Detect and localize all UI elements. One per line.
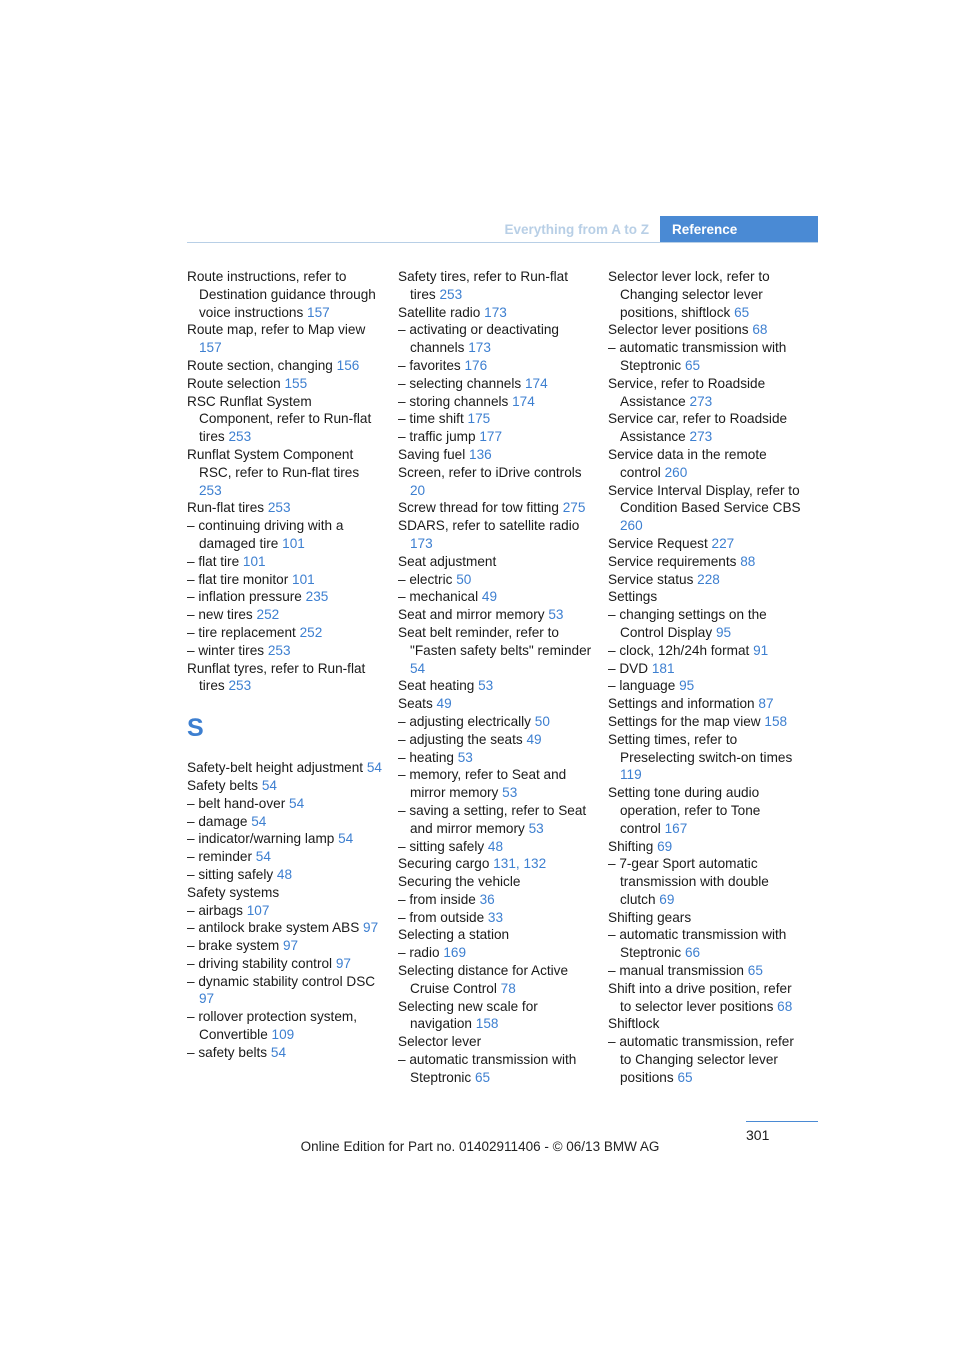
index-entry xyxy=(608,677,803,695)
entry-term: – clock, 12h/24h format xyxy=(608,642,750,658)
page-reference-link[interactable]: 97 xyxy=(199,991,215,1007)
page-reference-link[interactable]: 155 xyxy=(284,375,308,391)
entry-term: Service status xyxy=(608,571,694,587)
entry-term: Selector lever positions xyxy=(608,322,749,338)
index-entry xyxy=(398,855,593,873)
index-entry xyxy=(398,446,593,464)
page-reference-link[interactable]: 65 xyxy=(747,963,763,979)
page-reference-link[interactable]: 97 xyxy=(335,955,351,971)
entry-term: Service Interval Display, refer to Condition Based Service CBS xyxy=(608,482,801,516)
entry-term: Seats xyxy=(398,696,433,712)
index-column-2 xyxy=(398,268,593,1087)
entry-term: – favorites xyxy=(398,357,461,373)
index-entry xyxy=(398,304,593,322)
page-reference-link[interactable]: 49 xyxy=(436,696,452,712)
index-entry xyxy=(187,848,382,866)
entry-term: – from inside xyxy=(398,891,476,907)
entry-term: Seat and mirror memory xyxy=(398,607,545,623)
entry-term: Seat belt reminder, refer to "Fasten safety belts" reminder xyxy=(398,624,592,658)
index-entry xyxy=(608,588,803,606)
index-entry xyxy=(398,766,593,802)
page-reference-link[interactable]: 65 xyxy=(685,357,701,373)
entry-term: – traffic jump xyxy=(398,429,476,445)
page-reference-link[interactable]: 54 xyxy=(251,813,267,829)
entry-term: Service requirements xyxy=(608,553,737,569)
entry-term: – sitting safely xyxy=(398,838,485,854)
section-tab: Everything from A to Z xyxy=(504,221,649,237)
page-reference-link[interactable]: 275 xyxy=(562,500,586,516)
entry-term: Securing the vehicle xyxy=(398,874,521,890)
entry-term: Screw thread for tow fitting xyxy=(398,500,559,516)
index-entry xyxy=(187,919,382,937)
entry-term: Route section, changing xyxy=(187,357,333,373)
header-rule xyxy=(187,242,818,243)
entry-term: – DVD xyxy=(608,660,649,676)
entry-term: – brake system xyxy=(187,938,280,954)
index-entry xyxy=(608,535,803,553)
entry-term: Runflat tyres, refer to Run-flat tires xyxy=(187,660,366,694)
page-reference-link[interactable]: 173 xyxy=(410,535,433,551)
entry-term: Safety tires, refer to Run-flat tires xyxy=(398,269,568,302)
page-reference-link[interactable]: 158 xyxy=(475,1016,499,1032)
entry-term: – time shift xyxy=(398,411,464,427)
page-reference-link[interactable]: 91 xyxy=(753,642,769,658)
page-reference-link[interactable]: 252 xyxy=(256,607,280,623)
page-reference-link[interactable]: 156 xyxy=(336,357,360,373)
entry-term: Selecting a station xyxy=(398,927,510,943)
index-entry xyxy=(398,713,593,731)
entry-term: Selector lever xyxy=(398,1034,482,1050)
index-entry xyxy=(187,268,382,321)
page-reference-link[interactable]: 173 xyxy=(484,304,507,320)
entry-term: Shifting xyxy=(608,838,654,854)
page-reference-link[interactable]: 101 xyxy=(292,571,315,587)
entry-term: – selecting channels xyxy=(398,375,522,391)
index-entry xyxy=(187,624,382,642)
page-reference-link[interactable]: 101 xyxy=(242,553,266,569)
page-reference-link[interactable]: 87 xyxy=(758,696,774,712)
index-entry xyxy=(608,713,803,731)
index-entry xyxy=(398,464,593,500)
index-entry xyxy=(187,830,382,848)
page-reference-link[interactable]: 107 xyxy=(246,902,270,918)
page-reference-link[interactable]: 227 xyxy=(711,535,735,551)
index-entry xyxy=(398,873,593,891)
entry-term: – electric xyxy=(398,571,453,587)
index-entry xyxy=(187,660,382,696)
index-entry xyxy=(608,962,803,980)
index-entry xyxy=(187,446,382,499)
entry-term: – driving stability control xyxy=(187,955,333,971)
entry-term: Shifting gears xyxy=(608,909,692,925)
index-entry xyxy=(608,339,803,375)
page-reference-link[interactable]: 95 xyxy=(715,624,732,640)
entry-term: – reminder xyxy=(187,849,252,865)
page-reference-link[interactable]: 174 xyxy=(512,393,535,409)
index-entry xyxy=(398,1033,593,1051)
page-reference-link[interactable]: 54 xyxy=(289,795,305,811)
entry-term: SDARS, refer to satellite radio xyxy=(398,518,580,534)
page-reference-link[interactable]: 173 xyxy=(468,340,491,356)
entry-term: Route map, refer to Map view xyxy=(187,322,366,338)
entry-term: – automatic transmission, refer to Changing selector lever positions xyxy=(608,1034,794,1085)
page-reference-link[interactable]: 68 xyxy=(777,998,793,1014)
index-entry xyxy=(187,357,382,375)
index-entry xyxy=(187,937,382,955)
entry-term: Service car, refer to Roadside Assistance xyxy=(608,411,788,445)
entry-term: – automatic transmission with Steptronic xyxy=(608,340,787,373)
entry-term: Safety belts xyxy=(187,777,259,793)
page-reference-link[interactable]: 53 xyxy=(548,607,564,623)
entry-term: Satellite radio xyxy=(398,304,481,320)
entry-term: Setting times, refer to Preselecting switch-on times xyxy=(608,731,793,765)
index-entry xyxy=(187,571,382,589)
page-reference-link[interactable]: 20 xyxy=(410,482,426,498)
entry-term: – antilock brake system ABS xyxy=(187,920,360,936)
index-entry xyxy=(187,955,382,973)
page-reference-link[interactable]: 253 xyxy=(199,482,222,498)
index-entry xyxy=(608,731,803,784)
index-entry xyxy=(608,838,803,856)
index-entry xyxy=(398,998,593,1034)
index-entry xyxy=(398,375,593,393)
index-entry xyxy=(398,517,593,553)
index-entry xyxy=(608,909,803,927)
entry-term: Service, refer to Roadside Assistance xyxy=(608,375,766,409)
index-entry xyxy=(187,813,382,831)
index-entry xyxy=(398,891,593,909)
index-entry xyxy=(398,357,593,375)
entry-term: – flat tire xyxy=(187,553,240,569)
page-reference-link[interactable]: 169 xyxy=(443,945,467,961)
index-entry xyxy=(608,980,803,1016)
index-entry xyxy=(608,695,803,713)
entry-term: Setting tone during audio operation, refer to Tone control xyxy=(608,785,761,836)
entry-term: Route instructions, refer to Destination guidance through voice instructions xyxy=(187,269,376,320)
entry-term: – automatic transmission with Steptronic xyxy=(608,927,787,961)
entry-term: Selecting distance for Active Cruise Control xyxy=(398,963,569,996)
index-entry xyxy=(608,855,803,908)
page-reference-link[interactable]: 78 xyxy=(500,980,516,996)
page-reference-link[interactable]: 48 xyxy=(487,838,504,854)
entry-term: Service Request xyxy=(608,535,708,551)
entry-term: Service data in the remote control xyxy=(608,446,767,480)
index-entry xyxy=(608,446,803,482)
page-reference-link[interactable]: 50 xyxy=(456,571,472,587)
page-reference-link[interactable]: 175 xyxy=(467,411,491,427)
index-entry xyxy=(398,588,593,606)
page-reference-link[interactable]: 69 xyxy=(659,891,675,907)
index-entry xyxy=(398,962,593,998)
page-reference-link[interactable]: 101 xyxy=(282,535,305,551)
index-entry xyxy=(608,375,803,411)
index-entry xyxy=(187,499,382,517)
entry-term: – activating or deactivating channels xyxy=(398,322,559,356)
page-reference-link[interactable]: 33 xyxy=(487,909,504,925)
entry-term: RSC Runflat System Component, refer to Run-flat tires xyxy=(187,393,372,445)
page-reference-link[interactable]: 53 xyxy=(457,749,473,765)
entry-term: Runflat System Component RSC, refer to Run-flat tires xyxy=(187,446,360,480)
entry-term: – memory, refer to Seat and mirror memory xyxy=(398,767,567,801)
index-entry xyxy=(398,393,593,411)
entry-term: – storing channels xyxy=(398,393,509,409)
page-reference-link[interactable]: 228 xyxy=(697,571,720,587)
page-reference-link[interactable]: 273 xyxy=(689,429,713,445)
index-entry xyxy=(398,695,593,713)
page-reference-link[interactable]: 181 xyxy=(651,660,675,676)
index-entry xyxy=(187,777,382,795)
footer-rule xyxy=(746,1121,818,1122)
entry-term: Seat heating xyxy=(398,678,475,694)
page-reference-link[interactable]: 97 xyxy=(363,920,379,936)
page-reference-link[interactable]: 54 xyxy=(366,760,382,776)
index-entry xyxy=(608,1033,803,1086)
page-reference-link[interactable]: 36 xyxy=(479,891,495,907)
page-reference-link[interactable]: 65 xyxy=(677,1069,693,1085)
entry-term: Run-flat tires xyxy=(187,500,265,516)
entry-term: – rollover protection system, Convertible xyxy=(187,1009,357,1043)
entry-term: – winter tires xyxy=(187,642,265,658)
page-reference-link[interactable]: 54 xyxy=(338,831,354,847)
index-entry xyxy=(187,321,382,357)
entry-term: Shift into a drive position, refer to selector lever positions xyxy=(608,980,792,1014)
index-entry xyxy=(187,375,382,393)
entry-term: – from outside xyxy=(398,909,485,925)
entry-term: Settings for the map view xyxy=(608,713,761,729)
index-entry xyxy=(608,553,803,571)
index-entry xyxy=(398,1051,593,1087)
page-reference-link[interactable]: 65 xyxy=(734,304,750,320)
page-reference-link[interactable]: 167 xyxy=(664,820,688,836)
index-entry xyxy=(608,926,803,962)
page-reference-link[interactable]: 53 xyxy=(502,785,518,801)
page-reference-link[interactable]: 68 xyxy=(752,322,768,338)
index-entry xyxy=(187,517,382,553)
entry-term: – dynamic stability control DSC xyxy=(187,973,376,989)
page-number: 301 xyxy=(746,1127,770,1143)
entry-term: – adjusting electrically xyxy=(398,713,531,729)
page-reference-link[interactable]: 49 xyxy=(526,731,542,747)
index-entry xyxy=(608,268,803,321)
index-column-1 xyxy=(187,268,382,1062)
index-entry xyxy=(398,571,593,589)
index-entry xyxy=(608,784,803,837)
index-entry xyxy=(187,393,382,446)
entry-term: Screen, refer to iDrive controls xyxy=(398,464,582,480)
entry-term: Settings and information xyxy=(608,696,755,712)
entry-term: – sitting safely xyxy=(187,866,274,882)
entry-term: – automatic transmission with Steptronic xyxy=(398,1052,577,1085)
index-entry xyxy=(398,926,593,944)
entry-term: – indicator/warning lamp xyxy=(187,831,335,847)
page-reference-link[interactable]: 54 xyxy=(261,777,277,793)
index-entry xyxy=(608,660,803,678)
page-reference-link[interactable]: 54 xyxy=(410,660,426,676)
page-reference-link[interactable]: 49 xyxy=(481,589,498,605)
entry-term: – new tires xyxy=(187,607,253,623)
page-reference-link[interactable]: 253 xyxy=(228,429,252,445)
page-reference-link[interactable]: 252 xyxy=(299,624,323,640)
page-reference-link[interactable]: 53 xyxy=(478,678,494,694)
index-entry xyxy=(608,482,803,535)
entry-term: Selector lever lock, refer to Changing selector lever positions, shiftlock xyxy=(608,269,770,320)
page-reference-link[interactable]: 109 xyxy=(271,1027,295,1043)
entry-term: – tire replacement xyxy=(187,624,296,640)
page-reference-link[interactable]: 136 xyxy=(469,446,492,462)
index-entry xyxy=(398,838,593,856)
page-reference-link[interactable]: 131, 132 xyxy=(493,856,547,872)
entry-term: – mechanical xyxy=(398,589,479,605)
index-entry xyxy=(187,759,382,777)
page-reference-link[interactable]: 253 xyxy=(439,286,463,302)
index-entry xyxy=(398,944,593,962)
entry-term: – changing settings on the Control Display xyxy=(608,607,767,640)
page-reference-link[interactable]: 119 xyxy=(620,767,642,783)
index-entry xyxy=(398,802,593,838)
entry-term: – heating xyxy=(398,749,454,765)
index-entry xyxy=(187,642,382,660)
index-entry xyxy=(187,884,382,902)
page-reference-link[interactable]: 260 xyxy=(620,518,643,534)
page-reference-link[interactable]: 157 xyxy=(307,304,330,320)
index-entry xyxy=(187,902,382,920)
index-entry xyxy=(398,553,593,571)
page-reference-link[interactable]: 273 xyxy=(689,393,713,409)
page-reference-link[interactable]: 235 xyxy=(305,589,329,605)
index-entry xyxy=(398,731,593,749)
index-entry xyxy=(187,795,382,813)
page-reference-link[interactable]: 48 xyxy=(276,866,293,882)
page-reference-link[interactable]: 253 xyxy=(228,678,252,694)
section-letter: S xyxy=(187,714,204,743)
index-entry xyxy=(187,1008,382,1044)
index-entry xyxy=(187,553,382,571)
entry-term: Safety systems xyxy=(187,884,280,900)
index-entry xyxy=(398,749,593,767)
page-reference-link[interactable]: 88 xyxy=(740,553,756,569)
entry-term: – continuing driving with a damaged tire xyxy=(187,518,344,551)
index-entry xyxy=(398,268,593,304)
entry-term: Seat adjustment xyxy=(398,553,497,569)
chapter-tab: Reference xyxy=(660,216,818,242)
page-reference-link[interactable]: 53 xyxy=(528,820,544,836)
entry-term: Route selection xyxy=(187,375,281,391)
index-entry xyxy=(398,499,593,517)
page-reference-link[interactable]: 260 xyxy=(664,464,688,480)
entry-term: Securing cargo xyxy=(398,856,490,872)
page-reference-link[interactable]: 65 xyxy=(475,1069,491,1085)
index-entry xyxy=(608,410,803,446)
page-reference-link[interactable]: 158 xyxy=(764,713,788,729)
entry-term: – language xyxy=(608,678,676,694)
index-entry xyxy=(187,866,382,884)
page-reference-link[interactable]: 177 xyxy=(479,429,503,445)
page-reference-link[interactable]: 54 xyxy=(270,1044,287,1060)
page-reference-link[interactable]: 66 xyxy=(685,945,701,961)
entry-term: – radio xyxy=(398,945,440,961)
index-entry xyxy=(398,624,593,677)
index-entry xyxy=(187,1044,382,1062)
page-reference-link[interactable]: 54 xyxy=(255,849,271,865)
entry-term: Shiftlock xyxy=(608,1016,660,1032)
edition-note: Online Edition for Part no. 01402911406 - © 06/13 BMW AG xyxy=(300,1139,660,1154)
entry-term: – inflation pressure xyxy=(187,589,302,605)
entry-term: Safety-belt height adjustment xyxy=(187,760,364,776)
index-entry xyxy=(398,410,593,428)
entry-term: – 7-gear Sport automatic transmission with double clutch xyxy=(608,856,769,907)
index-entry xyxy=(398,677,593,695)
entry-term: Settings xyxy=(608,589,658,605)
page-reference-link[interactable]: 174 xyxy=(524,375,548,391)
index-entry xyxy=(187,588,382,606)
entry-term: – adjusting the seats xyxy=(398,731,523,747)
index-entry xyxy=(398,909,593,927)
page-reference-link[interactable]: 253 xyxy=(267,500,291,516)
page-reference-link[interactable]: 176 xyxy=(464,357,488,373)
index-column-3 xyxy=(608,268,803,1087)
page-reference-link[interactable]: 97 xyxy=(282,938,299,954)
index-entry xyxy=(608,642,803,660)
entry-term: – belt hand-over xyxy=(187,795,286,811)
index-entry xyxy=(187,973,382,1009)
entry-term: – manual transmission xyxy=(608,963,744,979)
index-entry xyxy=(608,606,803,642)
index-entry xyxy=(608,571,803,589)
entry-term: – airbags xyxy=(187,902,243,918)
entry-term: – damage xyxy=(187,813,248,829)
index-entry xyxy=(608,321,803,339)
page-reference-link[interactable]: 69 xyxy=(657,838,673,854)
page-reference-link[interactable]: 50 xyxy=(534,713,550,729)
index-entry xyxy=(187,606,382,624)
index-entry xyxy=(398,321,593,357)
index-entry xyxy=(398,428,593,446)
page-reference-link[interactable]: 253 xyxy=(267,642,291,658)
index-entry xyxy=(608,1015,803,1033)
page-reference-link[interactable]: 95 xyxy=(679,678,695,694)
entry-term: Selecting new scale for navigation xyxy=(398,998,538,1032)
page-reference-link[interactable]: 157 xyxy=(199,340,222,356)
entry-term: – flat tire monitor xyxy=(187,571,289,587)
entry-term: – saving a setting, refer to Seat and mirror memory xyxy=(398,802,587,836)
index-entry xyxy=(398,606,593,624)
entry-term: Saving fuel xyxy=(398,446,466,462)
entry-term: – safety belts xyxy=(187,1044,268,1060)
